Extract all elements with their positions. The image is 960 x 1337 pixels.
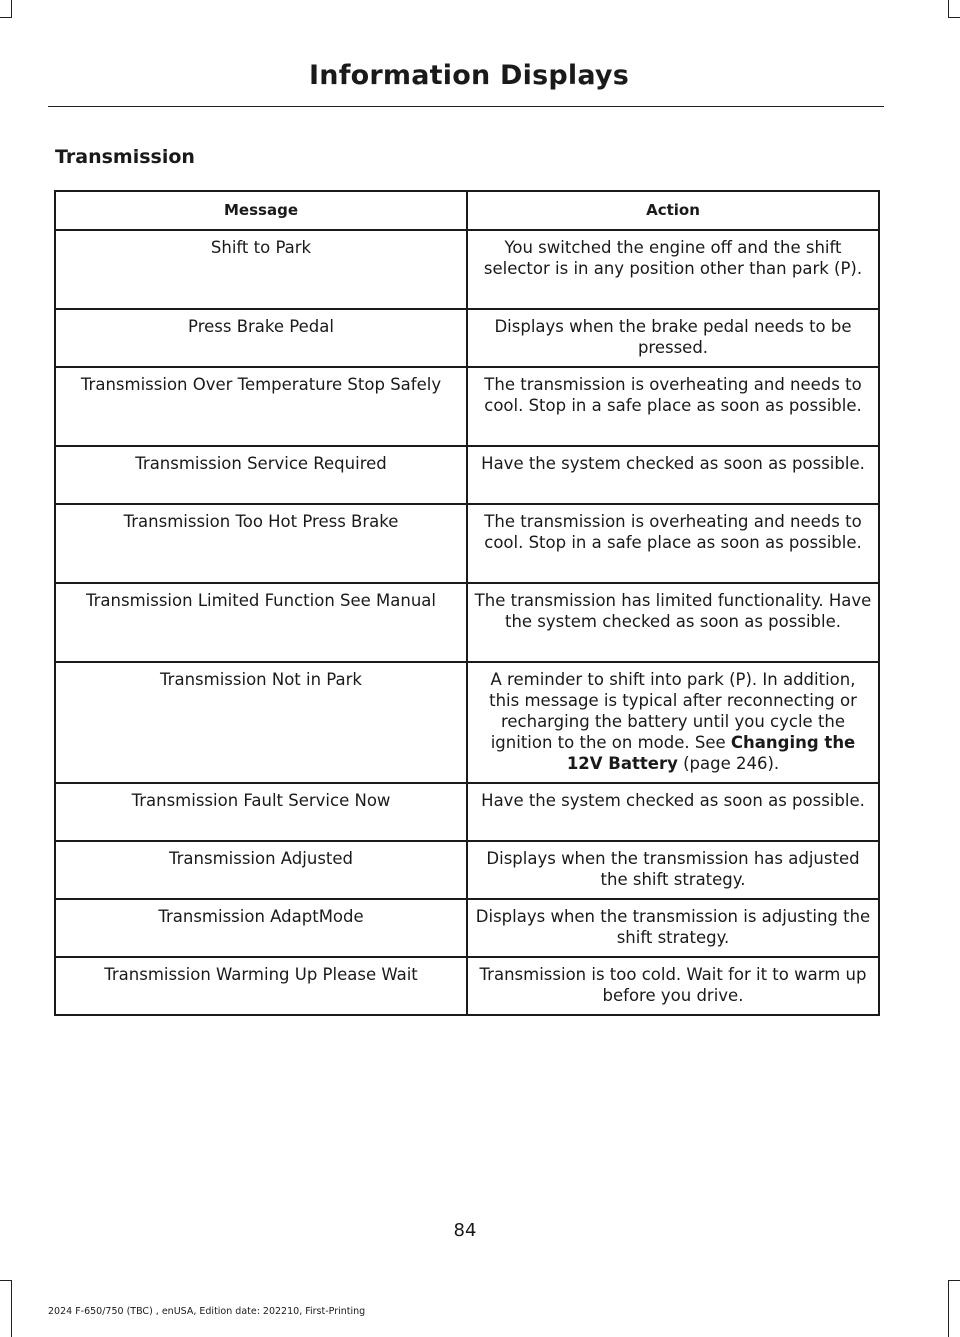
crop-mark xyxy=(0,17,12,18)
table-row xyxy=(55,309,879,367)
crop-mark xyxy=(948,0,949,18)
message-cell: Transmission AdaptMode xyxy=(55,899,467,957)
action-text: A reminder to shift into park (P). In addition, this message is typical after reconnecting or recharging the battery until you cycle the ignition to the on mode. See xyxy=(489,670,857,752)
crop-mark xyxy=(11,1280,12,1337)
action-cell: You switched the engine off and the shift selector is in any position other than park (P). xyxy=(467,230,879,309)
action-cell: Have the system checked as soon as possible. xyxy=(467,446,879,504)
footer-edition-text: 2024 F-650/750 (TBC) , enUSA, Edition date: 202210, First-Printing xyxy=(48,1306,366,1317)
table-row xyxy=(55,504,879,583)
crop-mark xyxy=(0,1280,12,1281)
column-header-message: Message xyxy=(55,191,467,230)
table-header-row xyxy=(55,191,879,230)
message-cell: Transmission Not in Park xyxy=(55,662,467,783)
crop-mark xyxy=(948,1280,960,1281)
action-cell: Displays when the brake pedal needs to be pressed. xyxy=(467,309,879,367)
action-cell xyxy=(467,662,879,783)
action-cell: Displays when the transmission has adjusted the shift strategy. xyxy=(467,841,879,899)
message-cell: Transmission Fault Service Now xyxy=(55,783,467,841)
messages-table xyxy=(54,190,880,1016)
crop-mark xyxy=(11,0,12,18)
page-header-title: Information Displays xyxy=(309,60,629,91)
message-cell: Press Brake Pedal xyxy=(55,309,467,367)
table-row xyxy=(55,662,879,783)
action-cell: The transmission is overheating and needs to cool. Stop in a safe place as soon as possible. xyxy=(467,504,879,583)
message-cell: Transmission Too Hot Press Brake xyxy=(55,504,467,583)
table-row xyxy=(55,783,879,841)
message-cell: Transmission Limited Function See Manual xyxy=(55,583,467,662)
message-cell: Transmission Service Required xyxy=(55,446,467,504)
message-cell: Transmission Over Temperature Stop Safely xyxy=(55,367,467,446)
table-row xyxy=(55,367,879,446)
message-cell: Shift to Park xyxy=(55,230,467,309)
cross-reference-link[interactable]: Changing the 12V Battery xyxy=(566,733,856,773)
table-row xyxy=(55,899,879,957)
column-header-action: Action xyxy=(467,191,879,230)
table-row xyxy=(55,841,879,899)
table-row xyxy=(55,583,879,662)
page-number: 84 xyxy=(453,1220,477,1241)
action-cell: Transmission is too cold. Wait for it to warm up before you drive. xyxy=(467,957,879,1015)
header-divider xyxy=(48,106,884,107)
action-cell: The transmission has limited functionality. Have the system checked as soon as possible. xyxy=(467,583,879,662)
message-cell: Transmission Adjusted xyxy=(55,841,467,899)
action-cell: Have the system checked as soon as possible. xyxy=(467,783,879,841)
message-cell: Transmission Warming Up Please Wait xyxy=(55,957,467,1015)
table-row xyxy=(55,957,879,1015)
crop-mark xyxy=(948,1280,949,1337)
action-cell: Displays when the transmission is adjusting the shift strategy. xyxy=(467,899,879,957)
section-title: Transmission xyxy=(55,146,195,168)
page-reference: (page 246). xyxy=(677,754,780,773)
table-row xyxy=(55,446,879,504)
crop-mark xyxy=(948,17,960,18)
table-row xyxy=(55,230,879,309)
action-cell: The transmission is overheating and needs to cool. Stop in a safe place as soon as possible. xyxy=(467,367,879,446)
